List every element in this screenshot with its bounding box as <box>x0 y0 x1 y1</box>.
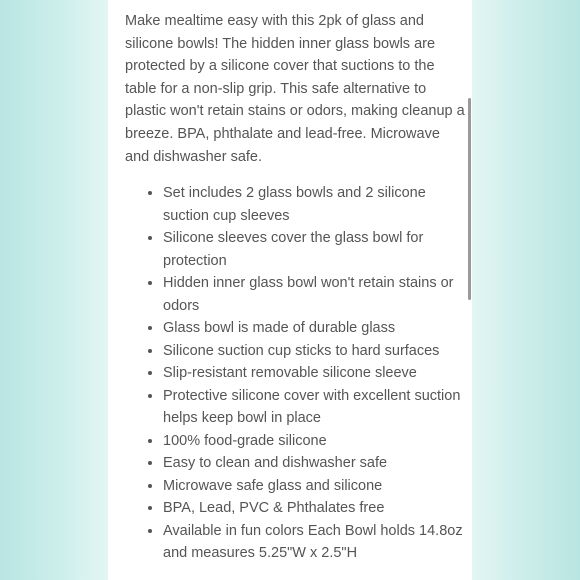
feature-item: • Microwave safe glass and silicone <box>163 475 472 498</box>
feature-item: • Set includes 2 glass bowls and 2 silicone suction cup sleeves <box>163 182 472 227</box>
feature-item: • Silicone suction cup sticks to hard surfaces <box>163 340 472 363</box>
feature-item: • Available in fun colors Each Bowl holds 14.8oz and measures 5.25"W x 2.5"H <box>163 520 472 565</box>
feature-item: • Hidden inner glass bowl won't retain stains or odors <box>163 272 472 317</box>
feature-list <box>145 182 472 565</box>
feature-item: • Protective silicone cover with excellent suction helps keep bowl in place <box>163 385 472 430</box>
feature-item: • Glass bowl is made of durable glass <box>163 317 472 340</box>
right-background <box>472 0 580 580</box>
product-description-panel <box>108 0 472 580</box>
product-description: Make mealtime easy with this 2pk of glass and silicone bowls! The hidden inner glass bowls are protected by a silicone cover that suctions to the table for a non-slip grip. This safe alternative to plastic won't retain stains or odors, making cleanup a breeze. BPA, phthalate and lead-free. Microwave and dishwasher safe. <box>125 13 465 165</box>
feature-item: • 100% food-grade silicone <box>163 430 472 453</box>
left-background <box>0 0 108 580</box>
feature-item: • Silicone sleeves cover the glass bowl for protection <box>163 227 472 272</box>
feature-item: • BPA, Lead, PVC & Phthalates free <box>163 497 472 520</box>
feature-item: • Easy to clean and dishwasher safe <box>163 452 472 475</box>
feature-item: • Slip-resistant removable silicone sleeve <box>163 362 472 385</box>
vertical-scrollbar[interactable] <box>468 98 471 300</box>
